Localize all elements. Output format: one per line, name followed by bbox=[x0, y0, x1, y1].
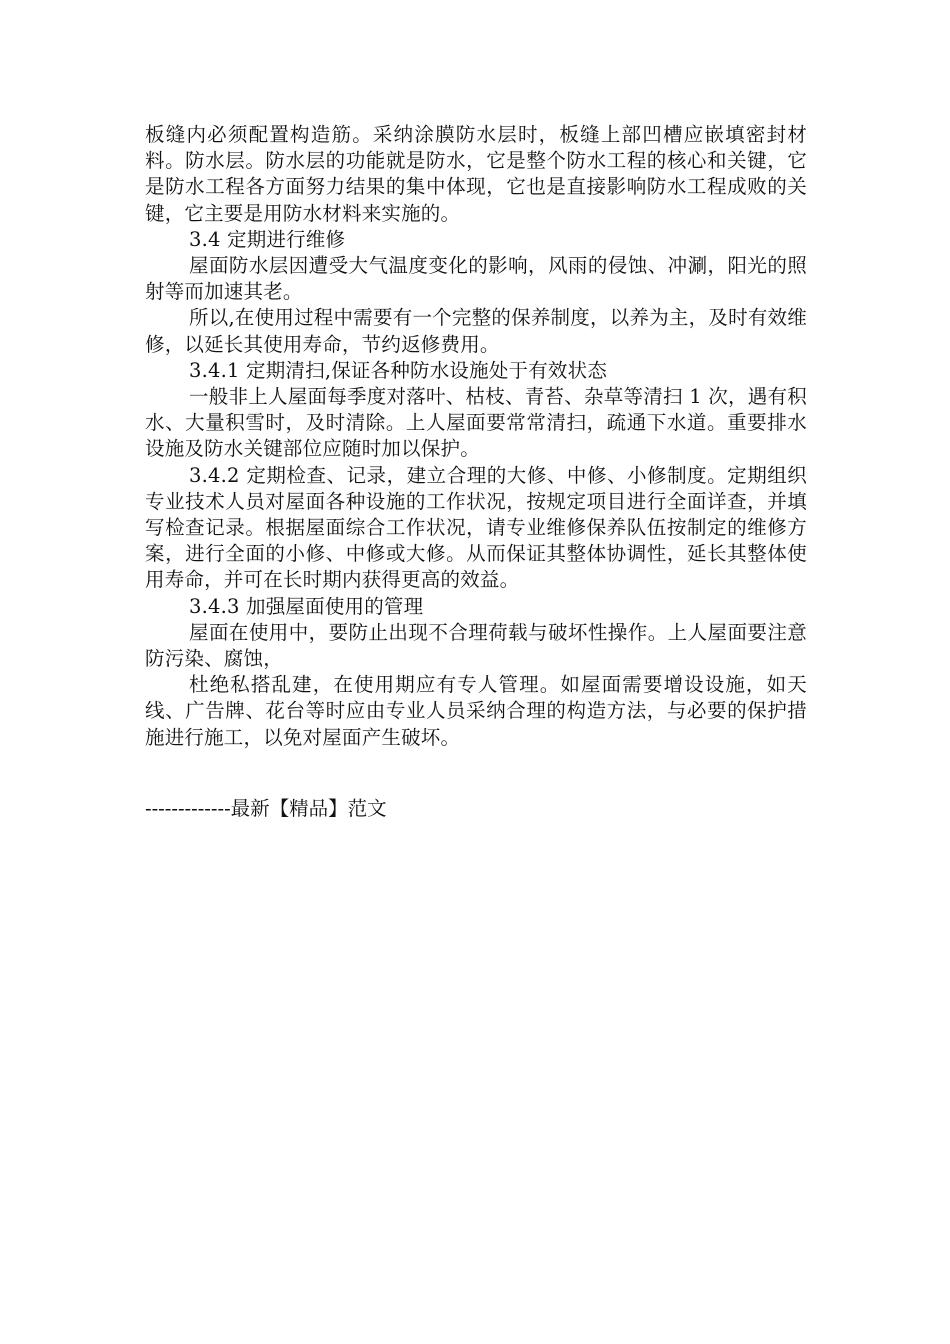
section-heading-3-4-1: 3.4.1 定期清扫,保证各种防水设施处于有效状态 bbox=[189, 358, 608, 382]
section-heading-3-4-3: 3.4.3 加强屋面使用的管理 bbox=[189, 594, 424, 618]
footer-text: -------------最新【精品】范文 bbox=[145, 797, 387, 820]
paragraph-continuation: 板缝内必须配置构造筋。采纳涂膜防水层时，板缝上部凹槽应嵌填密封材料。防水层。防水层的功能就是防水，它是整个防水工程的核心和关键，它是防水工程各方面努力结果的集中体现，它也是直接影响防水工程成败的关键，它主要是用防水材料来实施的。 bbox=[145, 123, 807, 225]
paragraph: 屋面在使用中，要防止出现不合理荷载与破坏性操作。上人屋面要注意防污染、腐蚀， bbox=[145, 620, 807, 671]
paragraph: 杜绝私搭乱建，在使用期应有专人管理。如屋面需要增设设施，如天线、广告牌、花台等时应由专业人员采纳合理的构造方法，与必要的保护措施进行施工，以免对屋面产生破坏。 bbox=[145, 673, 807, 749]
section-heading-3-4: 3.4 定期进行维修 bbox=[189, 227, 346, 251]
document-body bbox=[145, 122, 807, 751]
section-heading-3-4-2: 3.4.2 定期检查、记录，建立合理的大修、中修、小修制度。定期组织专业技术人员对屋面各种设施的工作状况，按规定项目进行全面详查，并填写检查记录。根据屋面综合工作状况，请专业维修保养队伍按制定的维修方案，进行全面的小修、中修或大修。从而保证其整体协调性，延长其整体使用寿命，并可在长时期内获得更高的效益。 bbox=[145, 463, 807, 592]
paragraph: 一般非上人屋面每季度对落叶、枯枝、青苔、杂草等清扫 1 次，遇有积水、大量积雪时，及时清除。上人屋面要常常清扫，疏通下水道。重要排水设施及防水关键部位应随时加以保护。 bbox=[145, 385, 807, 461]
paragraph: 屋面防水层因遭受大气温度变化的影响，风雨的侵蚀、冲涮，阳光的照射等而加速其老。 bbox=[145, 254, 807, 304]
paragraph: 所以,在使用过程中需要有一个完整的保养制度，以养为主，及时有效维修，以延长其使用寿命，节约返修费用。 bbox=[145, 306, 807, 356]
